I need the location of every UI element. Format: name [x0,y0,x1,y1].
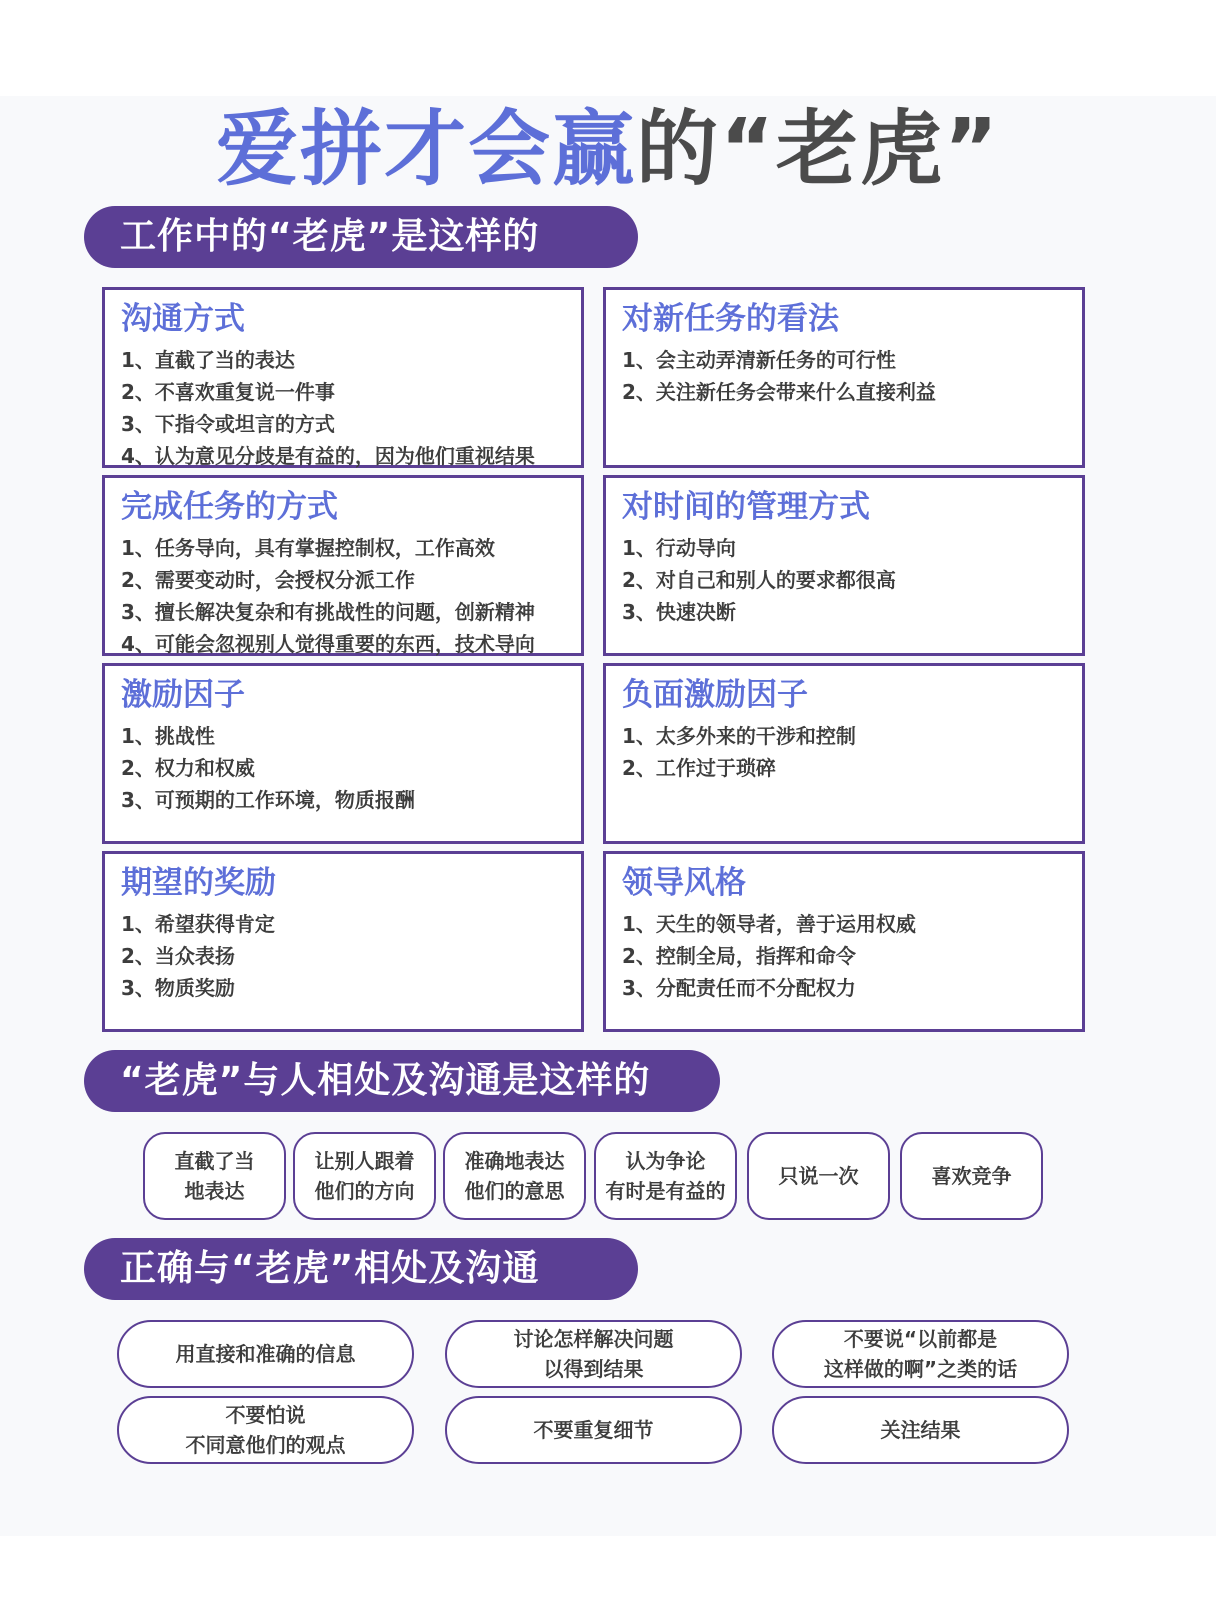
card-item: 2、需要变动时，会授权分派工作 [121,568,415,592]
card-title: 激励因子 [121,677,245,713]
card-item: 3、物质奖励 [121,976,235,1000]
card-motivators [102,663,584,844]
card-item: 1、希望获得肯定 [121,912,275,936]
card-title: 对新任务的看法 [622,301,839,337]
section-banner-work: 工作中的“老虎”是这样的 [84,206,638,268]
card-item: 2、关注新任务会带来什么直接利益 [622,380,936,404]
card-task-completion [102,475,584,656]
card-item: 1、直截了当的表达 [121,348,295,372]
card-item: 3、可预期的工作环境，物质报酬 [121,788,415,812]
title-rest: 的“老虎” [636,102,1000,197]
page-title [0,100,1216,200]
card-item: 2、当众表扬 [121,944,235,968]
card-expected-rewards [102,851,584,1032]
tip-pill: 用直接和准确的信息 [117,1320,414,1388]
trait-pill: 准确地表达 他们的意思 [443,1132,586,1220]
card-item: 2、工作过于琐碎 [622,756,776,780]
card-item: 1、任务导向，具有掌握控制权，工作高效 [121,536,495,560]
card-demotivators [603,663,1085,844]
title-highlight: 爱拼才会赢 [216,102,637,197]
card-new-task-view [603,287,1085,468]
section-banner-correct: 正确与“老虎”相处及沟通 [84,1238,638,1300]
trait-pill: 喜欢竞争 [900,1132,1043,1220]
trait-pill: 让别人跟着 他们的方向 [293,1132,436,1220]
trait-pill: 只说一次 [747,1132,890,1220]
card-communication-style [102,287,584,468]
card-time-management [603,475,1085,656]
trait-pill: 直截了当 地表达 [143,1132,286,1220]
card-item: 2、对自己和别人的要求都很高 [622,568,896,592]
tip-pill: 讨论怎样解决问题 以得到结果 [445,1320,742,1388]
card-item: 4、认为意见分歧是有益的，因为他们重视结果 [121,444,535,468]
card-title: 沟通方式 [121,301,245,337]
card-item: 1、天生的领导者，善于运用权威 [622,912,916,936]
card-item: 1、会主动弄清新任务的可行性 [622,348,896,372]
trait-pill: 认为争论 有时是有益的 [594,1132,737,1220]
tip-pill: 不要重复细节 [445,1396,742,1464]
tip-pill: 关注结果 [772,1396,1069,1464]
card-item: 3、下指令或坦言的方式 [121,412,335,436]
card-item: 2、权力和权威 [121,756,255,780]
card-item: 1、行动导向 [622,536,736,560]
card-title: 负面激励因子 [622,677,808,713]
tip-pill: 不要说“以前都是 这样做的啊”之类的话 [772,1320,1069,1388]
card-leadership-style [603,851,1085,1032]
card-item: 1、挑战性 [121,724,215,748]
card-item: 2、不喜欢重复说一件事 [121,380,335,404]
card-title: 领导风格 [622,865,746,901]
card-item: 3、分配责任而不分配权力 [622,976,856,1000]
card-title: 对时间的管理方式 [622,489,870,525]
section-banner-interaction: “老虎”与人相处及沟通是这样的 [84,1050,720,1112]
card-item: 2、控制全局，指挥和命令 [622,944,856,968]
card-item: 3、快速决断 [622,600,736,624]
card-item: 4、可能会忽视别人觉得重要的东西，技术导向 [121,632,535,656]
card-title: 完成任务的方式 [121,489,338,525]
card-item: 1、太多外来的干涉和控制 [622,724,856,748]
card-item: 3、擅长解决复杂和有挑战性的问题，创新精神 [121,600,535,624]
tip-pill: 不要怕说 不同意他们的观点 [117,1396,414,1464]
card-title: 期望的奖励 [121,865,276,901]
